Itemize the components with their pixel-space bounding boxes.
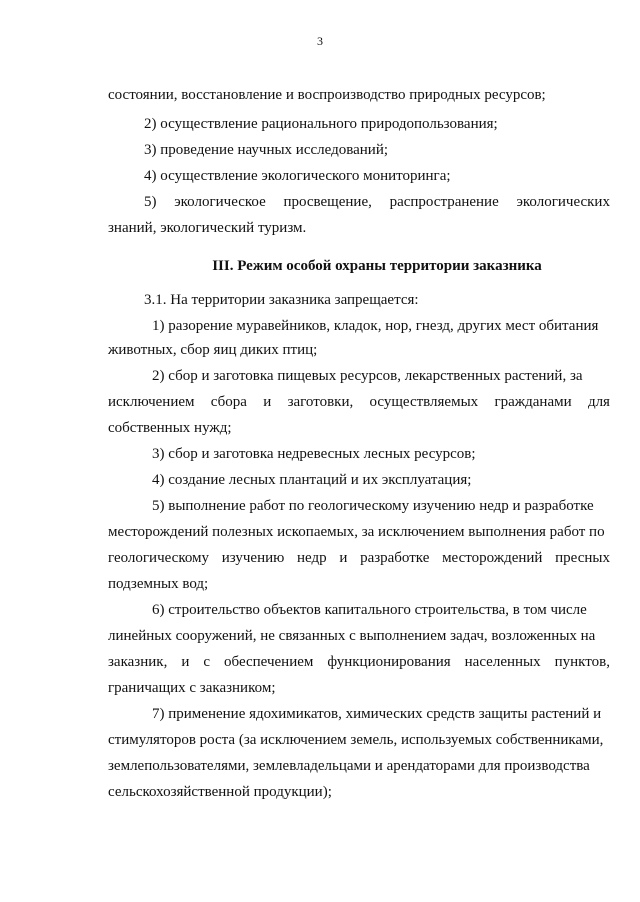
paragraph-line: сельскохозяйственной продукции); <box>108 784 332 800</box>
word: недр <box>297 550 327 566</box>
paragraph-line: знаний, экологический туризм. <box>108 220 307 236</box>
list-item: 3) сбор и заготовка недревесных лесных ресурсов; <box>152 446 476 462</box>
word: заказник, <box>108 654 168 670</box>
paragraph-line: месторождений полезных ископаемых, за исключением выполнения работ по <box>108 524 605 540</box>
list-item: 4) осуществление экологического мониторинга; <box>144 168 451 184</box>
word: и <box>263 394 272 410</box>
word: населенных <box>464 654 541 670</box>
paragraph-line: землепользователями, землевладельцами и арендаторами для производства <box>108 758 590 774</box>
word: сбора <box>210 394 247 410</box>
paragraph-line: подземных вод; <box>108 576 209 592</box>
word: просвещение, <box>283 194 372 210</box>
word: пунктов, <box>554 654 610 670</box>
word: разработке <box>360 550 430 566</box>
list-item: 3) проведение научных исследований; <box>144 142 389 158</box>
word: для <box>587 394 610 410</box>
word: пресных <box>555 550 610 566</box>
section-heading: III. Режим особой охраны территории заказника <box>212 258 542 274</box>
list-item: 2) осуществление рационального природопользования; <box>144 116 498 132</box>
list-item <box>144 193 610 211</box>
list-item: 6) строительство объектов капитального строительства, в том числе <box>152 602 587 618</box>
list-item: 4) создание лесных плантаций и их эксплуатация; <box>152 472 472 488</box>
paragraph-line: линейных сооружений, не связанных с выполнением задач, возложенных на <box>108 628 596 644</box>
word: обеспечением <box>224 654 314 670</box>
word: осуществляемых <box>369 394 479 410</box>
word: геологическому <box>108 550 210 566</box>
word: экологическое <box>174 194 266 210</box>
paragraph-line: состоянии, восстановление и воспроизводство природных ресурсов; <box>108 87 546 103</box>
list-item: 5) выполнение работ по геологическому изучению недр и разработке <box>152 498 594 514</box>
word: 5) <box>144 194 157 210</box>
word: функционирования <box>327 654 451 670</box>
word: и <box>181 654 190 670</box>
word: экологических <box>516 194 610 210</box>
paragraph-line: граничащих с заказником; <box>108 680 276 696</box>
list-item: 2) сбор и заготовка пищевых ресурсов, лекарственных растений, за <box>152 368 583 384</box>
paragraph-line: животных, сбор яиц диких птиц; <box>108 342 318 358</box>
paragraph-line: 3.1. На территории заказника запрещается: <box>144 292 419 308</box>
word: и <box>339 550 348 566</box>
paragraph-line <box>108 393 610 411</box>
word: заготовки, <box>287 394 354 410</box>
paragraph-line <box>108 549 610 567</box>
list-item: 1) разорение муравейников, кладок, нор, гнезд, других мест обитания <box>152 318 599 334</box>
word: с <box>203 654 211 670</box>
word: гражданами <box>494 394 572 410</box>
page-number: 3 <box>317 34 323 48</box>
word: исключением <box>108 394 195 410</box>
word: месторождений <box>442 550 543 566</box>
paragraph-line <box>108 653 610 671</box>
word: изучению <box>221 550 285 566</box>
word: распространение <box>389 194 499 210</box>
paragraph-line: стимуляторов роста (за исключением земель, используемых собственниками, <box>108 732 604 748</box>
list-item: 7) применение ядохимикатов, химических средств защиты растений и <box>152 706 602 722</box>
paragraph-line: собственных нужд; <box>108 420 232 436</box>
